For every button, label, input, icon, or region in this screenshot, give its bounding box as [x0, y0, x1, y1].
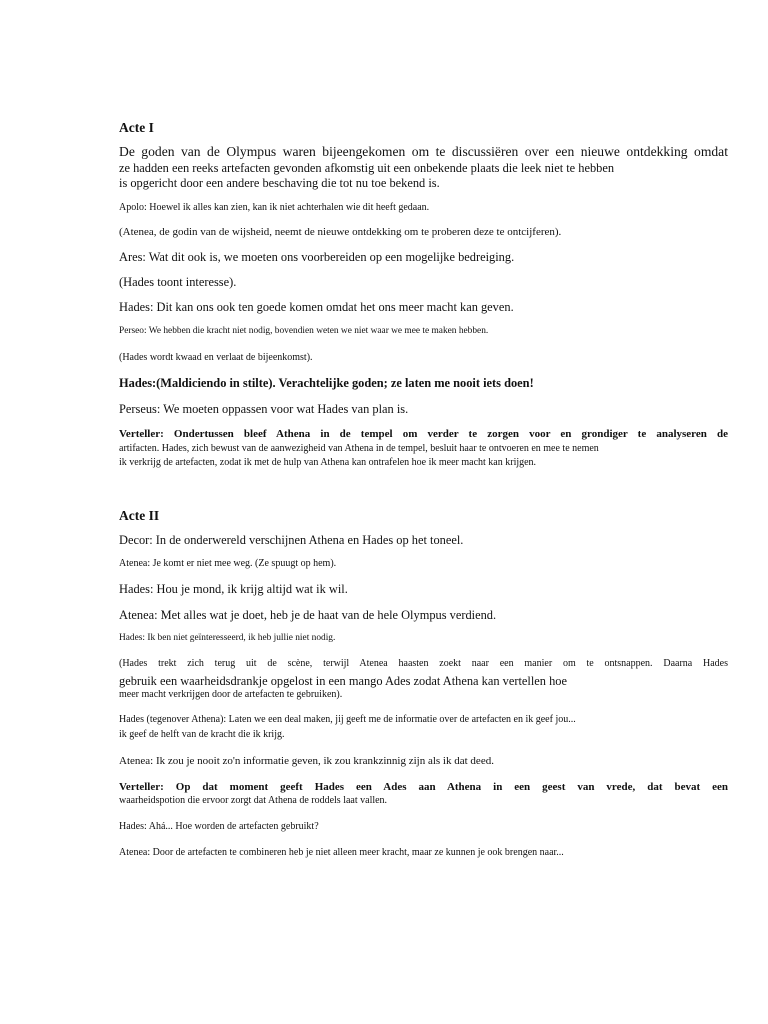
atenea-line-4: Atenea: Door de artefacten te combineren heb je niet alleen meer kracht, maar ze kunnen je ook brengen naar... [119, 847, 564, 858]
atenea-line-1: Atenea: Je komt er niet mee weg. (Ze spuugt op hem). [119, 558, 337, 569]
act-1-intro-line-3: is opgericht door een andere beschaving die tot nu toe bekend is. [119, 176, 440, 190]
hades-interest-direction: (Hades toont interesse). [119, 275, 237, 289]
hades-deal-line-1: Hades (tegenover Athena): Laten we een deal maken, jij geeft me de informatie over de artefacten en ik geef jou... [119, 714, 576, 725]
act-2-verteller-line-2: waarheidspotion die ervoor zorgt dat Athena de roddels laat vallen. [119, 795, 388, 806]
perseo-line: Perseo: We hebben die kracht niet nodig, bovendien weten we niet waar we mee te maken hebben. [119, 326, 489, 336]
act-1-verteller-line-1: Verteller: Ondertussen bleef Athena in de tempel om verder te zorgen voor en grondiger te analyseren de [119, 428, 728, 440]
act-1-heading: Acte I [119, 120, 154, 135]
decor-line: Decor: In de onderwereld verschijnen Athena en Hades op het toneel. [119, 533, 464, 547]
hades-leaves-direction: (Hades wordt kwaad en verlaat de bijeenkomst). [119, 352, 313, 363]
hades-line-1: Hades: Dit kan ons ook ten goede komen omdat het ons meer macht kan geven. [119, 300, 514, 314]
hades-act-2-line-1: Hades: Hou je mond, ik krijg altijd wat ik wil. [119, 582, 348, 596]
act-1-intro-line-2: ze hadden een reeks artefacten gevonden afkomstig uit een onbekende plaats die leek niet te hebben [119, 161, 615, 175]
atenea-stage-direction: (Atenea, de godin van de wijsheid, neemt de nieuwe ontdekking om te proberen deze te ontcijferen). [119, 226, 562, 238]
perseus-line: Perseus: We moeten oppassen voor wat Hades van plan is. [119, 402, 409, 416]
atenea-line-3: Atenea: Ik zou je nooit zo'n informatie geven, ik zou krankzinnig zijn als ik dat deed. [119, 755, 494, 767]
act-1-verteller-line-2: artifacten. Hades, zich bewust van de aanwezigheid van Athena in de tempel, besluit haar te ontvoeren en mee te nemen [119, 443, 599, 454]
hades-retreat-line-1: (Hades trekt zich terug uit de scène, terwijl Atenea haasten zoekt naar een manier om te ontsnappen. Daarna Hades [119, 658, 728, 669]
hades-deal-line-2: ik geef de helft van de kracht die ik krijg. [119, 729, 285, 740]
apolo-line: Apolo: Hoewel ik alles kan zien, kan ik niet achterhalen wie dit heeft gedaan. [119, 202, 430, 213]
hades-curse-line: Hades:(Maldiciendo in stilte). Verachtelijke goden; ze laten me nooit iets doen! [119, 376, 534, 390]
hades-retreat-line-2: gebruik een waarheidsdrankje opgelost in een mango Ades zodat Athena kan vertellen hoe [119, 674, 567, 688]
act-2-verteller-line-1: Verteller: Op dat moment geeft Hades een Ades aan Athena in een geest van vrede, dat bevat een [119, 781, 728, 793]
hades-act-2-line-3: Hades: Ahá... Hoe worden de artefacten gebruikt? [119, 821, 319, 832]
hades-retreat-line-3: meer macht verkrijgen door de artefacten te gebruiken). [119, 689, 343, 700]
atenea-line-2: Atenea: Met alles wat je doet, heb je de haat van de hele Olympus verdiend. [119, 608, 497, 622]
hades-act-2-line-2: Hades: Ik ben niet geïnteresseerd, ik heb jullie niet nodig. [119, 633, 336, 643]
act-1-verteller-line-3: ik verkrijg de artefacten, zodat ik met de hulp van Athena kan ontrafelen hoe ik meer macht kan krijgen. [119, 457, 537, 468]
act-2-heading: Acte II [119, 508, 160, 523]
act-1-intro-line-1: De goden van de Olympus waren bijeengekomen om te discussiëren over een nieuwe ontdekking omdat [119, 144, 728, 159]
ares-line: Ares: Wat dit ook is, we moeten ons voorbereiden op een mogelijke bedreiging. [119, 250, 515, 264]
